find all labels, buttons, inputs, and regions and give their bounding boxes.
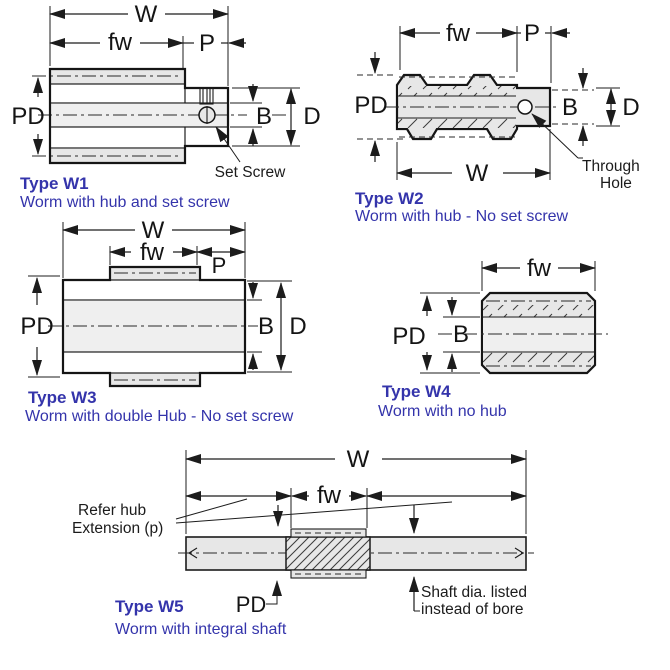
w2-label-p: P xyxy=(523,20,541,47)
w3-subtitle: Worm with double Hub - No set screw xyxy=(25,408,294,425)
w2-dim-fw xyxy=(400,20,517,47)
w1-hatch-bottom xyxy=(50,127,185,148)
w2-through-hole xyxy=(518,100,532,114)
w1-hub-hatch-bottom xyxy=(185,127,228,146)
w3-label-pd: PD xyxy=(20,313,54,340)
w5-label-w: W xyxy=(346,446,370,473)
w1-label-pd: PD xyxy=(11,103,45,130)
w1-set-screw-label: Set Screw xyxy=(214,164,286,181)
w2-label-w: W xyxy=(465,160,489,187)
figure-w3 xyxy=(20,217,306,425)
w3-body xyxy=(48,267,258,386)
w3-label-w: W xyxy=(141,217,165,244)
w1-dim-fw xyxy=(50,29,183,56)
w1-subtitle: Worm with hub and set screw xyxy=(20,194,230,211)
w3-dim-p xyxy=(197,252,245,278)
w1-dim-d xyxy=(232,88,321,146)
w4-subtitle: Worm with no hub xyxy=(378,403,507,420)
w4-title: Type W4 xyxy=(382,382,451,401)
w3-label-b: B xyxy=(257,313,275,340)
w5-dim-w xyxy=(186,446,526,473)
w2-label-fw: fw xyxy=(446,20,470,47)
w5-refer-line1: Refer hub xyxy=(78,502,147,519)
w5-shaft-note-line1: Shaft dia. listed xyxy=(421,584,527,601)
w1-label-b: B xyxy=(255,103,273,130)
w1-set-screw-callout xyxy=(215,127,286,181)
w2-title: Type W2 xyxy=(355,189,424,208)
w1-body xyxy=(32,69,286,163)
w2-thread-ticks-top xyxy=(398,86,516,96)
w2-dim-b xyxy=(552,68,594,146)
w1-label-fw: fw xyxy=(108,29,132,56)
w5-subtitle: Worm with integral shaft xyxy=(115,621,287,638)
figure-w1 xyxy=(11,1,320,211)
w2-label-b: B xyxy=(561,94,579,121)
figure-w4 xyxy=(378,255,608,420)
w5-refer-hub-callout xyxy=(72,499,452,537)
w1-label-w: W xyxy=(134,1,158,28)
w4-dim-fw xyxy=(482,255,595,282)
w4-thread-ticks-top xyxy=(483,305,594,317)
w3-hatch-top xyxy=(63,280,245,300)
w5-label-pd: PD xyxy=(235,592,267,617)
w2-through-label: Through xyxy=(582,158,640,175)
w1-label-p: P xyxy=(198,30,216,57)
w2-label-pd: PD xyxy=(354,92,388,119)
w3-title: Type W3 xyxy=(28,388,97,407)
w3-label-d: D xyxy=(289,313,307,340)
w3-label-p: P xyxy=(211,253,227,278)
w4-label-b: B xyxy=(452,321,470,348)
w5-shaft xyxy=(178,529,534,578)
w5-shaft-dia-callout xyxy=(414,577,527,618)
w5-pd-callout xyxy=(236,581,277,617)
w5-dim-fw-chain xyxy=(186,482,526,509)
w1-label-d: D xyxy=(303,103,321,130)
w3-label-fw: fw xyxy=(140,239,164,266)
w2-thread-ticks-bottom xyxy=(398,118,516,128)
w2-dim-p xyxy=(517,20,570,47)
w2-label-d: D xyxy=(622,94,640,121)
figure-w2 xyxy=(354,20,639,225)
w5-worm-section xyxy=(286,537,370,570)
w3-dim-fw xyxy=(110,239,197,266)
w1-dim-p xyxy=(183,30,246,57)
w2-hole-label: Hole xyxy=(600,175,632,192)
w2-subtitle: Worm with hub - No set screw xyxy=(355,208,569,225)
w1-dim-pd xyxy=(11,78,44,154)
w2-body xyxy=(385,75,560,139)
figure-w5 xyxy=(72,446,534,638)
w1-hatch-top xyxy=(50,84,185,103)
w2-dim-d xyxy=(596,88,640,126)
w1-title: Type W1 xyxy=(20,174,89,193)
w1-dim-w xyxy=(50,1,228,28)
w5-title: Type W5 xyxy=(115,597,184,616)
w1-dim-b xyxy=(230,84,272,146)
w4-label-fw: fw xyxy=(527,255,551,282)
w3-hatch-bottom xyxy=(63,352,245,373)
w5-refer-line2: Extension (p) xyxy=(72,520,164,537)
w5-label-fw: fw xyxy=(317,482,341,509)
w4-thread-ticks-bottom xyxy=(483,352,594,364)
w4-label-pd: PD xyxy=(392,323,426,350)
w5-shaft-note-line2: instead of bore xyxy=(421,601,524,618)
